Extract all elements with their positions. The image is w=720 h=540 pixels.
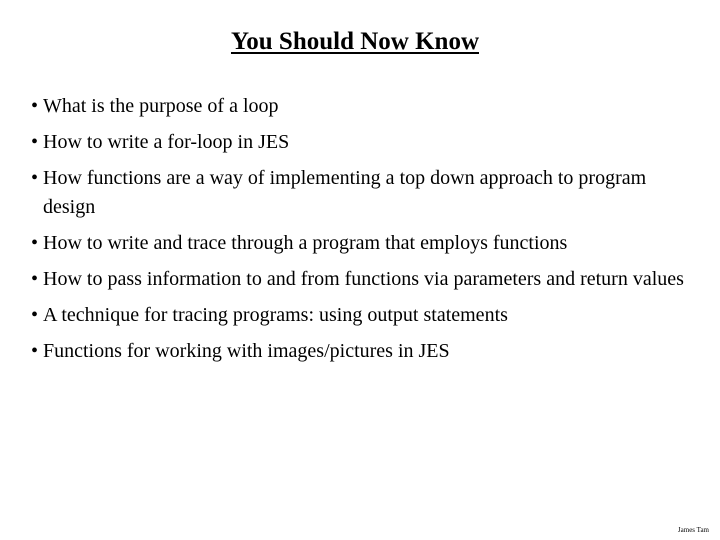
- bullet-item-for-loop: [31, 128, 691, 157]
- bullet-item-tracing-technique: [31, 301, 691, 330]
- bullet-text: A technique for tracing programs: using output statements: [43, 304, 508, 326]
- slide-title: You Should Now Know: [230, 28, 479, 55]
- bullet-marker: •: [31, 232, 39, 254]
- footer-credit: James Tam: [677, 526, 709, 534]
- bullet-list: [31, 92, 691, 373]
- bullet-marker: •: [31, 340, 39, 362]
- bullet-text: Functions for working with images/pictures in JES: [43, 340, 450, 362]
- bullet-marker: •: [31, 167, 39, 189]
- bullet-item-parameters: [31, 265, 691, 294]
- bullet-marker: •: [31, 304, 39, 326]
- bullet-item-loop-purpose: [31, 92, 691, 121]
- bullet-text: How to write and trace through a program that employs functions: [43, 232, 568, 254]
- bullet-text: How to pass information to and from functions via parameters and return values: [43, 268, 684, 290]
- bullet-text: How to write a for-loop in JES: [43, 131, 290, 153]
- bullet-item-top-down: [31, 164, 691, 222]
- bullet-text: What is the purpose of a loop: [43, 95, 279, 117]
- bullet-marker: •: [31, 131, 39, 153]
- bullet-marker: •: [31, 268, 39, 290]
- bullet-item-image-functions: [31, 337, 691, 366]
- bullet-text: How functions are a way of implementing a top down approach to program design: [43, 167, 647, 218]
- bullet-item-trace-functions: [31, 229, 691, 258]
- bullet-marker: •: [31, 95, 39, 117]
